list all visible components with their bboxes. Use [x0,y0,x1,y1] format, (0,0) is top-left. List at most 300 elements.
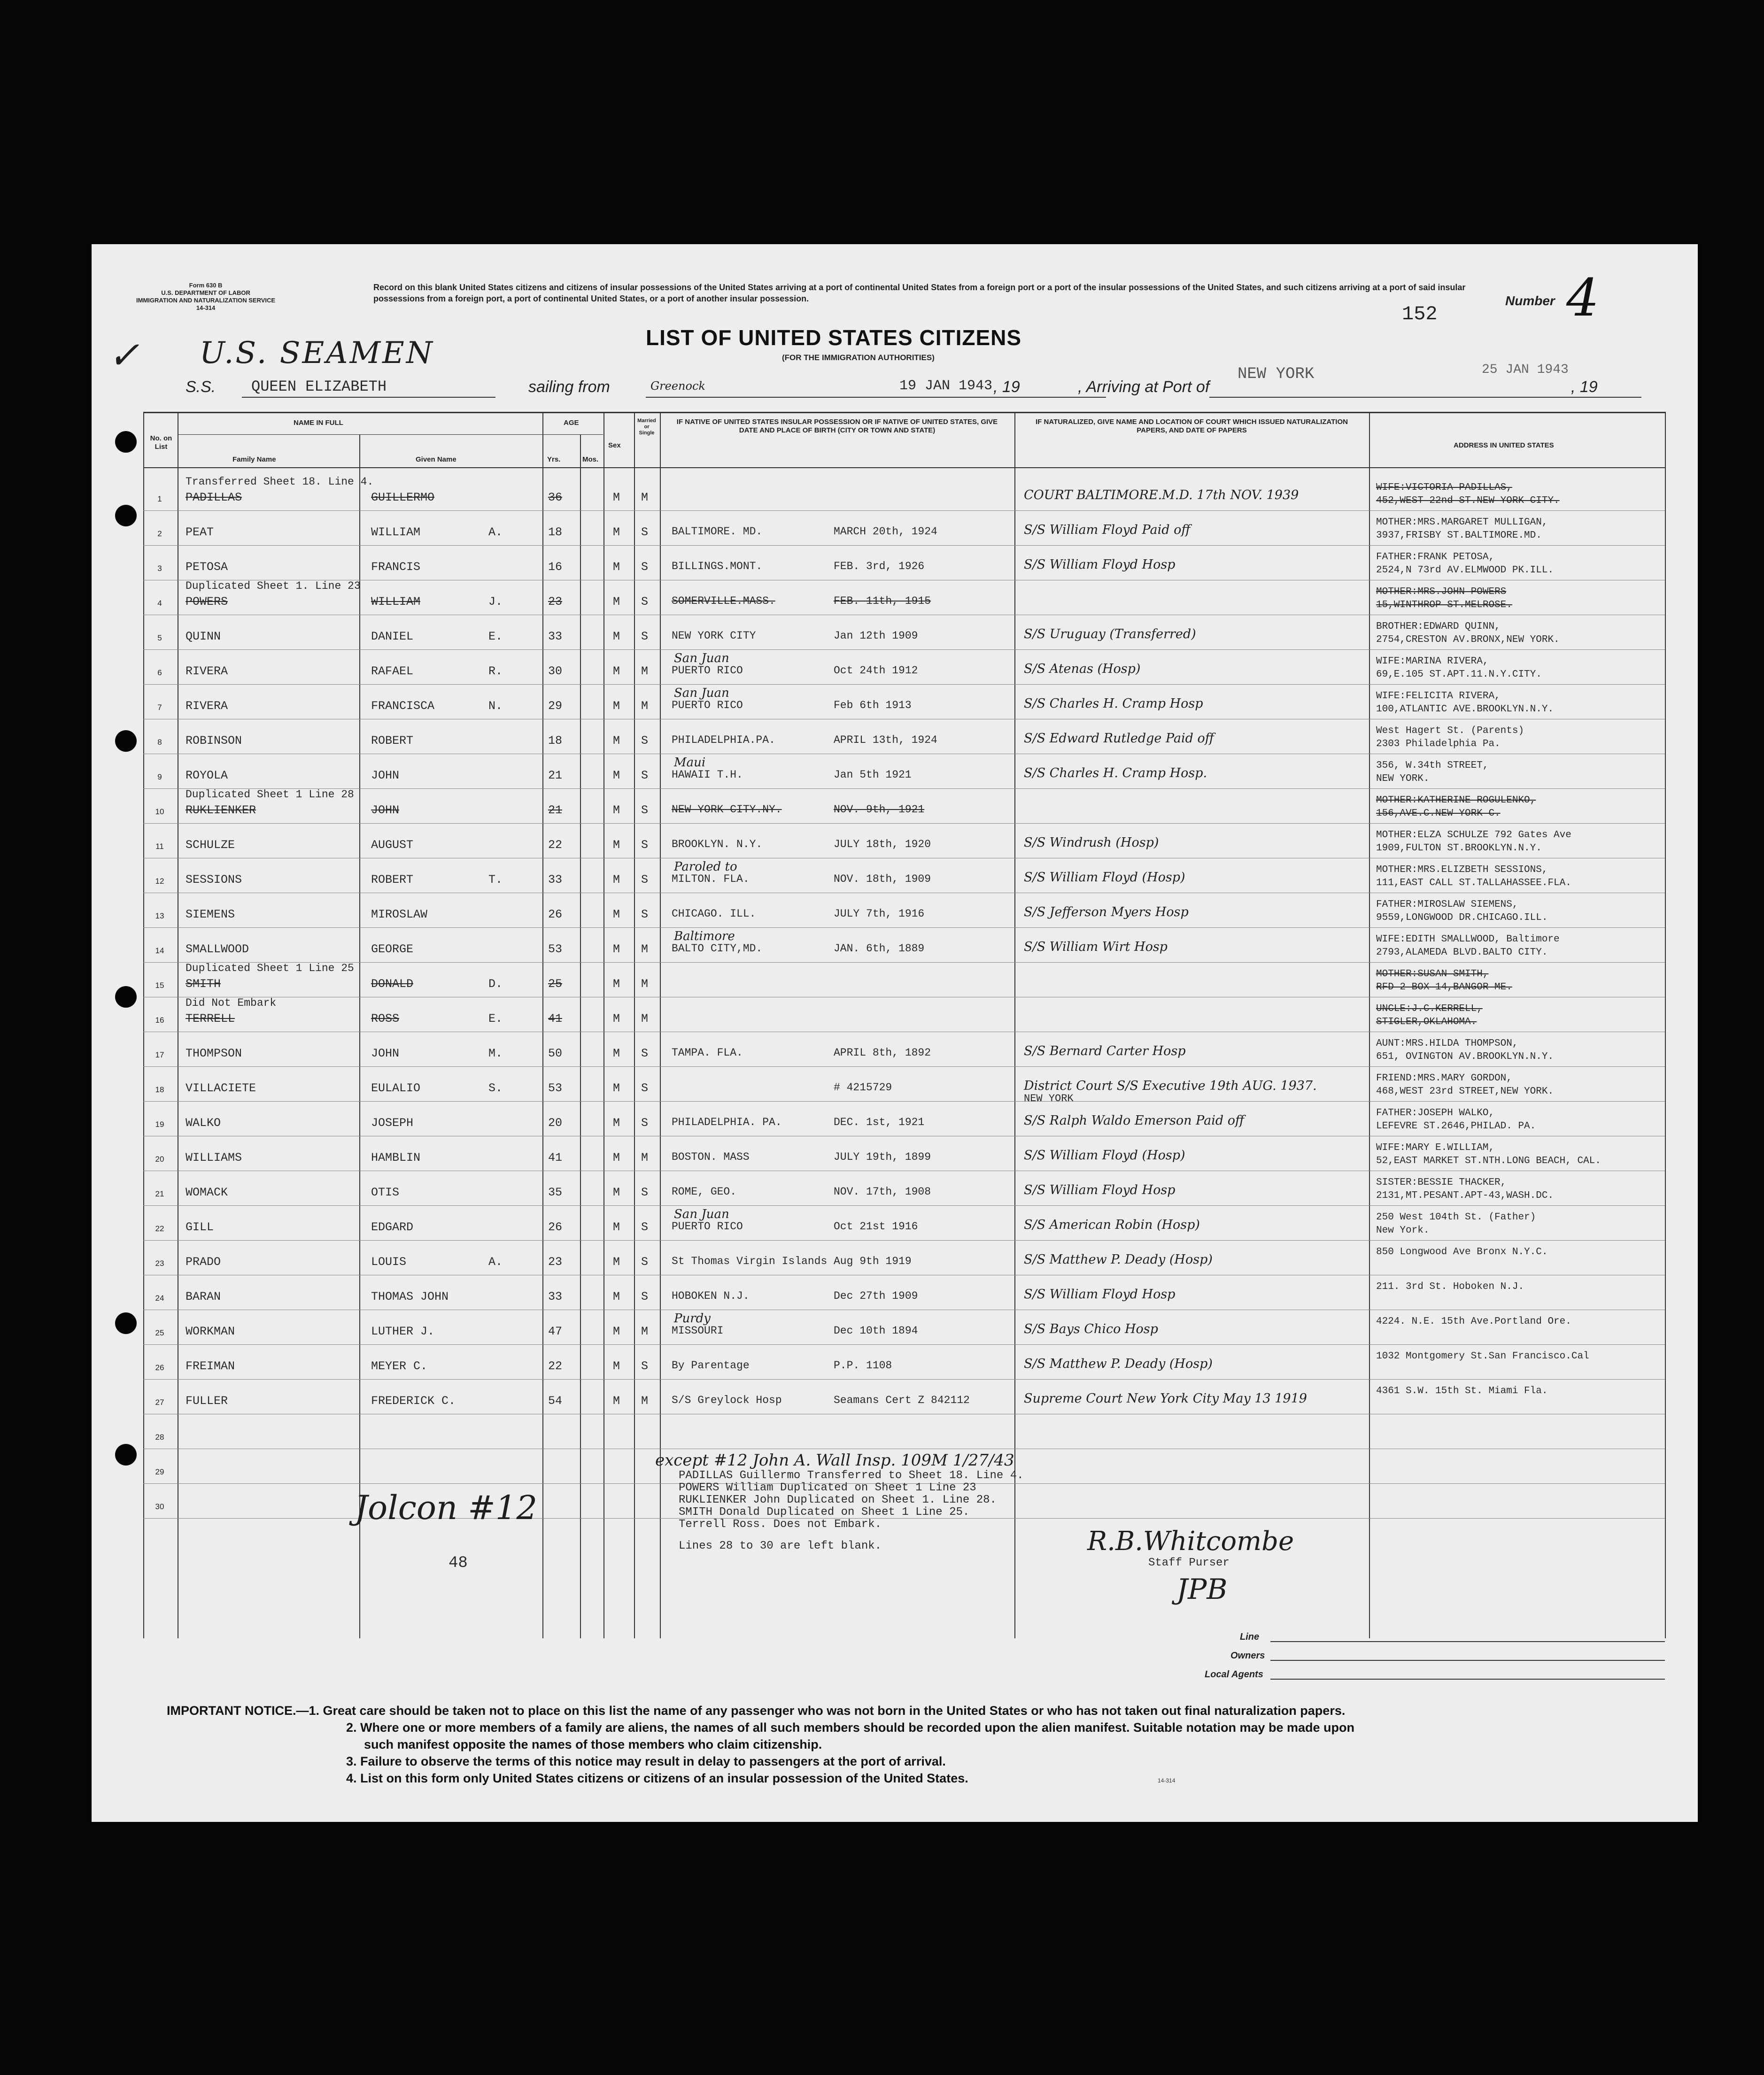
family-name: ROYOLA [186,769,228,782]
middle-initial: A. [488,525,503,539]
address-line-1: UNCLE:J.C.KERRELL, [1376,1003,1483,1014]
header-no-on-list: No. on List [150,434,172,451]
header-mos: Mos. [582,455,599,463]
marital-status: M [641,1012,649,1026]
marital-status: S [641,1186,649,1199]
address-line-2: 651, OVINGTON AV.BROOKLYN.N.Y. [1376,1051,1554,1062]
address-line-1: 1032 Montgomery St.San Francisco.Cal [1376,1351,1589,1362]
given-name: RAFAEL [371,664,414,678]
address-line-2: LEFEVRE ST.2646,PHILAD. PA. [1376,1121,1536,1132]
row-number: 19 [155,1120,164,1129]
birth-date: Jan 5th 1921 [834,769,912,781]
birth-place: St Thomas Virgin Islands [672,1255,828,1267]
purser-initials: JPB [1176,1573,1228,1606]
given-name: HAMBLIN [371,1151,421,1165]
address-line-1: MOTHER:SUSAN SMITH, [1376,969,1489,980]
address-line-2: 468,WEST 23rd STREET,NEW YORK. [1376,1086,1554,1097]
page-mark: 48 [449,1554,468,1572]
address-line-2: 2754,CRESTON AV.BRONX,NEW YORK. [1376,634,1560,645]
naturalization: S/S Matthew P. Deady (Hosp) [1024,1252,1213,1267]
punch-hole [115,730,137,752]
year-label-2: , 19 [1571,378,1598,396]
row-number: 3 [157,564,162,573]
sex-value: M [613,1394,620,1408]
age-years: 25 [548,977,563,991]
given-name: ROSS [371,1012,400,1026]
birth-date: NOV. 9th, 1921 [834,803,925,816]
notice-code: 14-314 [1158,1777,1176,1784]
form-number-block [136,282,275,312]
birth-date: JAN. 6th, 1889 [834,942,925,955]
purser-label: Staff Purser [1148,1557,1230,1569]
row-rule [143,927,1665,928]
family-name: FREIMAN [186,1359,235,1373]
arrival-underline [1209,397,1641,398]
row-note: Duplicated Sheet 1. Line 23 [186,580,361,592]
naturalization: S/S Bays Chico Hosp [1024,1322,1158,1336]
birth-date: APRIL 13th, 1924 [834,734,937,746]
given-name: DANIEL [371,630,414,643]
notice-item: 2. Where one or more members of a family are aliens, the names of all such members should be recorded upon the alien manifest. Suitable notation may be made upon [346,1720,1355,1735]
address-line-1: MOTHER:ELZA SCHULZE 792 Gates Ave [1376,830,1571,841]
col-divider-sex [603,412,604,1638]
important-notice [167,1702,1354,1787]
birth-date: Feb 6th 1913 [834,699,912,711]
birth-place: BOSTON. MASS [672,1151,750,1163]
family-name: VILLACIETE [186,1081,256,1095]
table-top-rule [143,412,1665,413]
address-line-2: New York. [1376,1225,1430,1236]
row-number: 10 [155,807,164,816]
family-name: PETOSA [186,560,228,574]
sex-value: M [613,838,620,852]
row-number: 14 [155,946,164,955]
sex-value: M [613,734,620,748]
birth-place: NEW YORK CITY [672,630,756,642]
sex-value: M [613,1359,620,1373]
address-line-2: STIGLER,OKLAHOMA. [1376,1017,1477,1027]
agent-owners-rule [1270,1660,1665,1661]
sex-value: M [613,873,620,887]
family-name: PEAT [186,525,214,539]
address-line-1: 211. 3rd St. Hoboken N.J. [1376,1281,1524,1292]
address-line-2: RFD 2 BOX 14,BANGOR ME. [1376,982,1512,993]
row-number: 28 [155,1433,164,1442]
arriving-label: , Arriving at Port of [1078,378,1210,396]
row-number: 15 [155,981,164,990]
naturalization: S/S William Floyd Hosp [1024,1287,1176,1302]
sail-date: 19 JAN 1943 [899,378,993,394]
sex-value: M [613,1081,620,1095]
birth-place: BROOKLYN. N.Y. [672,838,763,850]
sex-value: M [613,664,620,678]
header-bottom-rule [143,467,1665,468]
naturalization: S/S Windrush (Hosp) [1024,835,1159,850]
header-sex: Sex [608,441,621,449]
address-line-2: 100,ATLANTIC AVE.BROOKLYN.N.Y. [1376,704,1554,715]
col-divider-age [542,412,543,1638]
marital-status: M [641,1325,649,1338]
handwritten-place: Purdy [674,1311,711,1326]
age-years: 18 [548,734,563,748]
given-name: LOUIS [371,1255,407,1269]
row-number: 12 [155,877,164,886]
purser-signature: R.B.Whitcombe [1087,1526,1294,1557]
naturalization: S/S Ralph Waldo Emerson Paid off [1024,1113,1245,1128]
age-years: 41 [548,1012,563,1026]
marital-status: S [641,525,649,539]
address-line-2: 2524,N 73rd AV.ELMWOOD PK.ILL. [1376,565,1554,576]
marital-status: M [641,1151,649,1165]
row-number: 21 [155,1189,164,1198]
given-name: WILLIAM [371,525,421,539]
row-number: 11 [155,842,164,851]
marital-status: S [641,769,649,782]
agent-owners-label: Owners [1230,1651,1265,1661]
sex-value: M [613,942,620,956]
family-name: FULLER [186,1394,228,1408]
family-name: POWERS [186,595,228,609]
marital-status: S [641,1081,649,1095]
arrival-port: NEW YORK [1238,365,1315,383]
row-note: Transferred Sheet 18. Line 4. [186,476,374,488]
sex-value: M [613,1290,620,1304]
address-line-1: WIFE:VICTORIA PADILLAS, [1376,482,1512,493]
row-rule [143,1205,1665,1206]
naturalization: S/S Uruguay (Transferred) [1024,627,1196,641]
sailing-label: sailing from [528,378,610,396]
naturalization: S/S Charles H. Cramp Hosp. [1024,766,1207,780]
birth-place: PUERTO RICO [672,664,743,677]
header-name-in-full: NAME IN FULL [294,419,343,427]
given-name: ROBERT [371,734,414,748]
ship-name: QUEEN ELIZABETH [251,378,387,395]
sex-value: M [613,491,620,504]
row-number: 22 [155,1224,164,1233]
middle-initial: D. [488,977,503,991]
row-number: 24 [155,1294,164,1303]
birth-place: PHILADELPHIA. PA. [672,1116,782,1128]
birth-place: TAMPA. FLA. [672,1047,743,1059]
birth-place: SOMERVILLE.MASS. [672,595,775,607]
family-name: RUKLIENKER [186,803,256,817]
naturalization: S/S Charles H. Cramp Hosp [1024,696,1203,711]
year-label: , 19 [993,378,1020,396]
age-years: 33 [548,630,563,643]
address-line-2: 111,EAST CALL ST.TALLAHASSEE.FLA. [1376,878,1571,888]
family-name: SIEMENS [186,908,235,921]
row-rule [143,1101,1665,1102]
marital-status: S [641,1047,649,1060]
birth-place: MILTON. FLA. [672,873,750,885]
marital-status: S [641,560,649,574]
address-line-1: 356, W.34th STREET, [1376,760,1489,771]
address-line-2: 1909,FULTON ST.BROOKLYN.N.Y. [1376,843,1542,854]
given-name: GUILLERMO [371,491,435,504]
sex-value: M [613,1151,620,1165]
naturalization: S/S William Floyd Hosp [1024,557,1176,572]
birth-place: S/S Greylock Hosp [672,1394,782,1406]
marital-status: S [641,1290,649,1304]
naturalization: S/S Edward Rutledge Paid off [1024,731,1214,746]
marital-status: S [641,908,649,921]
sex-value: M [613,1186,620,1199]
birth-place: HAWAII T.H. [672,769,743,781]
age-years: 53 [548,942,563,956]
page-title: LIST OF UNITED STATES CITIZENS [646,325,1022,350]
naturalization: S/S William Floyd (Hosp) [1024,870,1185,885]
punch-hole [115,986,137,1008]
address-line-2: 52,EAST MARKET ST.NTH.LONG BEACH, CAL. [1376,1156,1601,1166]
address-line-1: AUNT:MRS.HILDA THOMPSON, [1376,1038,1518,1049]
handwritten-place: San Juan [674,1207,729,1221]
row-number: 27 [155,1398,164,1407]
row-number: 13 [155,911,164,920]
notice-item: —1. Great care should be taken not to place on this list the name of any passenger who was not born in the United States or who has not taken out final naturalization papers. [296,1704,1346,1718]
agent-local-label: Local Agents [1205,1669,1263,1680]
given-name: JOHN [371,769,400,782]
sex-value: M [613,1255,620,1269]
header-family-name: Family Name [232,455,276,463]
marital-status: M [641,942,649,956]
row-note: Duplicated Sheet 1 Line 28 [186,788,354,801]
row-rule [143,510,1665,511]
address-line-1: FATHER:FRANK PETOSA, [1376,552,1495,563]
header-married: Married or Single [637,418,656,436]
birth-date: JULY 18th, 1920 [834,838,931,850]
middle-initial: N. [488,699,503,713]
row-number: 23 [155,1259,164,1268]
marital-status: S [641,803,649,817]
header-birth: IF NATIVE OF UNITED STATES INSULAR POSSESSION OR IF NATIVE OF UNITED STATES, GIVE DATE AND PLACE OF BIRTH (CITY OR TOWN AND STATE) [676,418,998,434]
row-note: Duplicated Sheet 1 Line 25 [186,962,354,974]
address-line-2: 9559,LONGWOOD DR.CHICAGO.ILL. [1376,912,1548,923]
marital-status: M [641,664,649,678]
address-line-1: MOTHER:MRS.MARGARET MULLIGAN, [1376,517,1548,528]
birth-date: MARCH 20th, 1924 [834,525,937,538]
address-line-1: MOTHER:KATHERINE ROGULENKO, [1376,795,1536,806]
check-mark-icon: ✓ [108,333,140,377]
address-line-1: WIFE:FELICITA RIVERA, [1376,691,1501,702]
family-name: QUINN [186,630,221,643]
age-years: 54 [548,1394,563,1408]
sex-value: M [613,803,620,817]
sex-value: M [613,1116,620,1130]
age-years: 36 [548,491,563,504]
family-name: WORKMAN [186,1325,235,1338]
table-right-border [1665,412,1666,1638]
birth-date: # 4215729 [834,1081,892,1094]
sex-value: M [613,769,620,782]
notice-item: 3. Failure to observe the terms of this notice may result in delay to passengers at the port of arrival. [346,1754,946,1768]
age-years: 22 [548,1359,563,1373]
birth-place: NEW YORK CITY.NY. [672,803,782,816]
marital-status: S [641,1359,649,1373]
address-line-2: 2303 Philadelphia Pa. [1376,739,1501,749]
row-number: 6 [157,668,162,677]
family-name: THOMPSON [186,1047,242,1060]
given-name: OTIS [371,1186,400,1199]
row-number: 18 [155,1085,164,1094]
age-years: 26 [548,1220,563,1234]
row-number: 8 [157,738,162,747]
arrival-date: 25 JAN 1943 [1482,363,1569,377]
family-name: WOMACK [186,1186,228,1199]
age-years: 41 [548,1151,563,1165]
marital-status: S [641,734,649,748]
court-location: NEW YORK [1024,1093,1074,1104]
row-rule [143,649,1665,650]
family-name: PADILLAS [186,491,242,504]
row-number: 25 [155,1328,164,1337]
age-years: 23 [548,595,563,609]
age-years: 33 [548,873,563,887]
age-years: 21 [548,769,563,782]
age-years: 47 [548,1325,563,1338]
family-name: RIVERA [186,664,228,678]
address-line-1: BROTHER:EDWARD QUINN, [1376,621,1501,632]
given-name: DONALD [371,977,414,991]
number-value: 4 [1566,268,1599,328]
age-years: 18 [548,525,563,539]
row-number: 17 [155,1050,164,1059]
row-number: 2 [157,529,162,538]
handwritten-place: Baltimore [674,929,735,943]
address-line-1: West Hagert St. (Parents) [1376,725,1524,736]
form-number: Form 630 B [189,282,223,289]
col-divider-nat [1014,412,1015,1638]
middle-initial: J. [488,595,503,609]
birth-date: NOV. 17th, 1908 [834,1186,931,1198]
summary-line: RUKLIENKER John Duplicated on Sheet 1. Line 28. [679,1494,997,1506]
address-line-1: WIFE:MARY E.WILLIAM, [1376,1142,1495,1153]
age-years: 29 [548,699,563,713]
row-number: 5 [157,633,162,642]
given-name: WILLIAM [371,595,421,609]
given-name: JOHN [371,803,400,817]
family-name: RIVERA [186,699,228,713]
row-number: 1 [157,494,162,503]
name-subheader-rule [178,434,603,435]
sex-value: M [613,977,620,991]
family-name: GILL [186,1220,214,1234]
age-years: 23 [548,1255,563,1269]
row-number: 26 [155,1363,164,1372]
summary-line: SMITH Donald Duplicated on Sheet 1 Line 25. [679,1506,970,1519]
sex-value: M [613,1047,620,1060]
marital-status: M [641,977,649,991]
middle-initial: T. [488,873,503,887]
given-name: EULALIO [371,1081,421,1095]
family-name: SMITH [186,977,221,991]
col-divider-ms [634,412,635,1638]
sheet-number: 152 [1402,303,1438,325]
address-line-1: 4361 S.W. 15th St. Miami Fla. [1376,1386,1548,1396]
birth-place: BILLINGS.MONT. [672,560,763,572]
address-line-2: NEW YORK. [1376,773,1430,784]
family-name: PRADO [186,1255,221,1269]
given-name: MIROSLAW [371,908,428,921]
birth-place: MISSOURI [672,1325,724,1337]
sex-value: M [613,560,620,574]
family-name: SMALLWOOD [186,942,249,956]
middle-initial: M. [488,1047,503,1060]
seamen-heading: U.S. SEAMEN [200,336,434,370]
header-yrs: Yrs. [547,455,561,463]
sex-value: M [613,699,620,713]
naturalization: S/S Bernard Carter Hosp [1024,1044,1186,1058]
row-number: 20 [155,1155,164,1164]
given-name: LUTHER J. [371,1325,435,1338]
middle-initial: E. [488,630,503,643]
marital-status: S [641,1220,649,1234]
age-years: 35 [548,1186,563,1199]
punch-hole [115,505,137,526]
family-name: TERRELL [186,1012,235,1026]
naturalization: District Court S/S Executive 19th AUG. 1937. [1024,1079,1317,1093]
family-name: WALKO [186,1116,221,1130]
sex-value: M [613,630,620,643]
sex-value: M [613,908,620,921]
birth-place: HOBOKEN N.J. [672,1290,750,1302]
agent-line-label: Line [1240,1632,1260,1642]
form-code: 14-314 [196,304,216,311]
birth-date: NOV. 18th, 1909 [834,873,931,885]
birth-place: PUERTO RICO [672,1220,743,1233]
birth-place: By Parentage [672,1359,750,1372]
address-line-1: WIFE:MARINA RIVERA, [1376,656,1489,667]
notice-heading: IMPORTANT NOTICE. [167,1704,296,1718]
punch-hole [115,431,137,453]
given-name: ROBERT [371,873,414,887]
address-line-1: 850 Longwood Ave Bronx N.Y.C. [1376,1247,1548,1257]
address-line-1: FRIEND:MRS.MARY GORDON, [1376,1073,1512,1084]
address-line-1: WIFE:EDITH SMALLWOOD, Baltimore [1376,934,1560,945]
agent-local-rule [1270,1679,1665,1680]
naturalization: Supreme Court New York City May 13 1919 [1024,1391,1307,1406]
row-number: 29 [155,1467,164,1476]
address-line-1: FATHER:MIROSLAW SIEMENS, [1376,899,1518,910]
birth-date: JULY 19th, 1899 [834,1151,931,1163]
naturalization: COURT BALTIMORE.M.D. 17th NOV. 1939 [1024,488,1299,502]
marital-status: M [641,699,649,713]
blank-lines-note: Lines 28 to 30 are left blank. [679,1540,882,1552]
given-name: AUGUST [371,838,414,852]
birth-date: FEB. 3rd, 1926 [834,560,925,572]
birth-date: DEC. 1st, 1921 [834,1116,925,1128]
given-name: JOHN [371,1047,400,1060]
row-number: 16 [155,1016,164,1025]
row-note: Did Not Embark [186,997,277,1009]
header-address: ADDRESS IN UNITED STATES [1454,441,1554,449]
address-line-1: 4224. N.E. 15th Ave.Portland Ore. [1376,1316,1571,1327]
age-years: 22 [548,838,563,852]
marital-status: S [641,1255,649,1269]
row-rule [143,545,1665,546]
header-naturalized: IF NATURALIZED, GIVE NAME AND LOCATION OF COURT WHICH ISSUED NATURALIZATION PAPERS, AND DATE OF PAPERS [1036,418,1348,434]
family-name: WILLIAMS [186,1151,242,1165]
given-name: THOMAS JOHN [371,1290,449,1304]
summary-block [679,1470,1024,1552]
middle-initial: R. [488,664,503,678]
age-years: 50 [548,1047,563,1060]
middle-initial: S. [488,1081,503,1095]
row-rule [143,788,1665,789]
birth-date: Dec 10th 1894 [834,1325,918,1337]
naturalization: S/S William Floyd Paid off [1024,523,1191,537]
naturalization: S/S William Floyd Hosp [1024,1183,1176,1197]
row-number: 30 [155,1502,164,1511]
